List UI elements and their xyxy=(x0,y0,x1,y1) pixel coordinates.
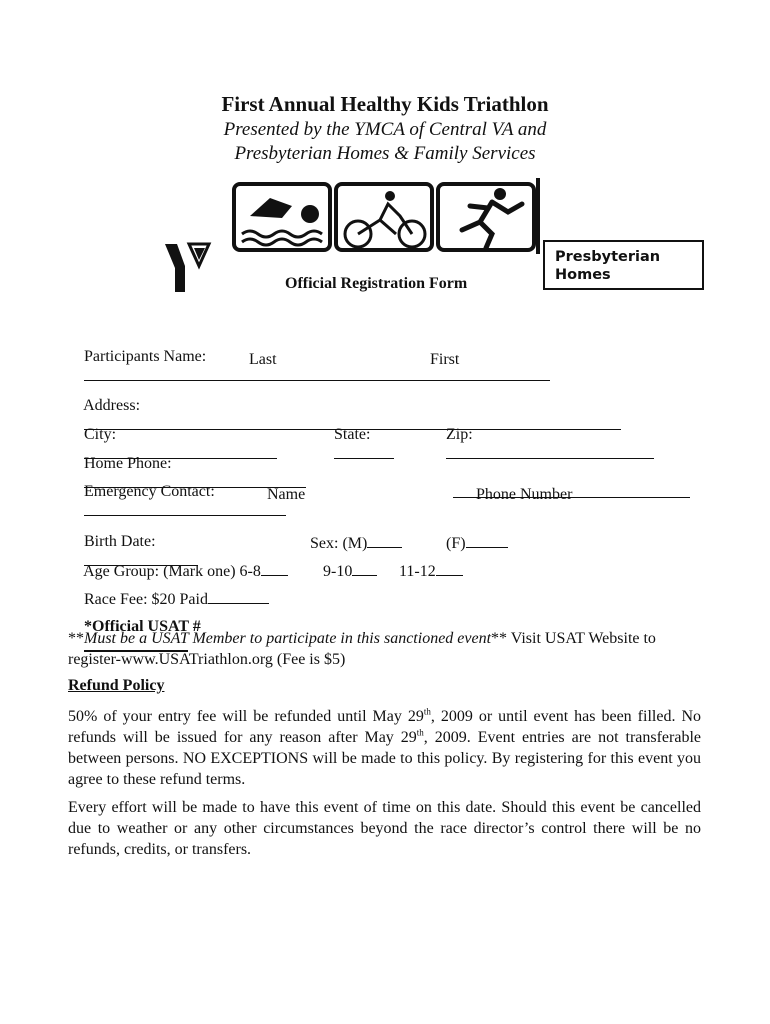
age-9-10-group xyxy=(307,543,377,599)
last-name-caption: Last xyxy=(249,351,277,368)
home-phone-label: Home Phone: xyxy=(84,455,172,472)
presbyterian-logo-line-2: Homes xyxy=(555,267,611,283)
usat-note xyxy=(68,628,701,670)
presbyterian-logo-line-1: Presbyterian xyxy=(555,249,661,265)
triathlon-icons xyxy=(230,176,540,256)
sex-f-label: (F) xyxy=(446,535,466,552)
city-label: City: xyxy=(84,426,117,443)
sex-f-field[interactable] xyxy=(466,533,508,548)
usat-label: *Official USAT # xyxy=(84,618,201,635)
refund-p1-sup-1: th xyxy=(423,706,431,717)
subtitle-line-2: Presbyterian Homes & Family Services xyxy=(234,143,536,164)
page-title: First Annual Healthy Kids Triathlon xyxy=(221,92,549,116)
refund-policy-paragraph-2: Every effort will be made to have this event of time on this date. Should this event be cancelled due to weather or any other circumstances beyond the race director’s control there will be no refunds, credits, or transfers. xyxy=(68,799,701,858)
age-group-label: Age Group: (Mark one) 6-8 xyxy=(83,563,261,580)
address-label: Address: xyxy=(83,397,141,414)
name-caption: Name xyxy=(267,486,306,503)
form-title: Official Registration Form xyxy=(285,275,468,292)
age-11-12-group xyxy=(383,543,463,599)
refund-p1-sup-2: th xyxy=(416,727,424,738)
state-field[interactable] xyxy=(334,444,394,459)
refund-p1-part-a: 50% of your entry fee will be refunded until May 29 xyxy=(68,708,424,725)
usat-note-suffix: ** Visit USAT Website to register-www.USATriathlon.org (Fee is $5) xyxy=(68,630,656,668)
emergency-contact-label: Emergency Contact: xyxy=(84,483,215,500)
age-11-12-field[interactable] xyxy=(436,561,463,576)
phone-number-caption: Phone Number xyxy=(476,486,573,503)
sex-m-label: Sex: (M) xyxy=(310,535,368,552)
subtitle-line-1: Presented by the YMCA of Central VA and xyxy=(223,119,547,140)
ymca-logo xyxy=(163,240,213,295)
age-9-10-label: 9-10 xyxy=(323,563,353,580)
presbyterian-homes-logo xyxy=(543,240,704,290)
zip-field[interactable] xyxy=(446,444,654,459)
race-fee-field[interactable] xyxy=(208,589,269,604)
zip-label: Zip: xyxy=(446,426,473,443)
emergency-contact-name-field[interactable] xyxy=(84,501,286,516)
race-fee-label: Race Fee: $20 Paid xyxy=(84,591,208,608)
usat-note-italic: Must be a USAT Member to participate in this sanctioned event xyxy=(84,630,492,647)
refund-p1-part-c: , 2009. Event entries are not transferable between persons. NO EXCEPTIONS will be made to this policy. By registering for this event you agree to these refund terms. xyxy=(68,729,702,788)
refund-policy-heading: Refund Policy xyxy=(68,677,165,694)
participants-name-label: Participants Name: xyxy=(84,348,207,365)
age-9-10-field[interactable] xyxy=(352,561,377,576)
birth-date-label: Birth Date: xyxy=(84,533,156,550)
swimmer-icon xyxy=(234,184,330,250)
first-name-caption: First xyxy=(430,351,460,368)
state-label: State: xyxy=(334,426,371,443)
runner-icon xyxy=(438,184,534,250)
age-11-12-label: 11-12 xyxy=(399,563,436,580)
cyclist-icon xyxy=(336,184,432,250)
state-group xyxy=(318,408,394,482)
refund-policy-paragraph-1 xyxy=(68,706,701,790)
refund-p1-part-b: , 2009 or until event has been filled. No refunds will be issued for any reason after May 29 xyxy=(68,708,701,746)
usat-note-prefix: ** xyxy=(68,630,84,647)
